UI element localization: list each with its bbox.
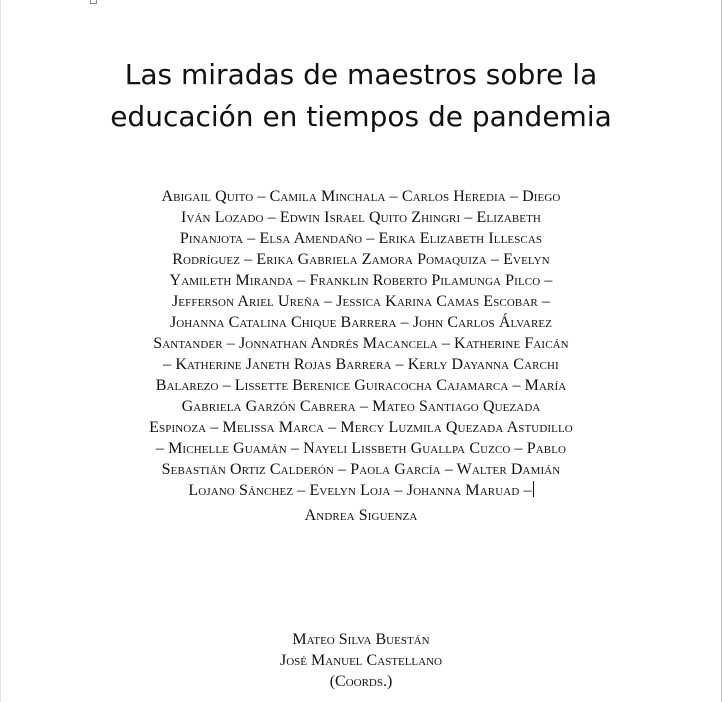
authors-line: Johanna Catalina Chique Barrera – John Carlos Álvarez [169, 314, 553, 331]
coordinator-name: José Manuel Castellano [280, 652, 442, 669]
coordinators-role: (Coords.) [329, 673, 393, 690]
document-title [60, 54, 662, 138]
title-line-1: Las miradas de maestros sobre la [124, 58, 598, 91]
authors-line: Espinoza – Melissa Marca – Mercy Luzmila Quezada Astudillo [149, 419, 573, 436]
text-cursor [533, 481, 534, 497]
authors-line: Iván Lozado – Edwin Israel Quito Zhingri – Elizabeth [181, 209, 541, 226]
page-edge-left [0, 0, 1, 702]
authors-line: Lojano Sánchez – Evelyn Loja – Johanna Maruad – [188, 482, 532, 499]
authors-line: Rodríguez – Erika Gabriela Zamora Pomaquiza – Evelyn [172, 251, 550, 268]
authors-line: Jefferson Ariel Ureña – Jessica Karina Camas Escobar – [171, 293, 550, 310]
authors-line: – Katherine Janeth Rojas Barrera – Kerly Dayanna Carchi [163, 356, 559, 373]
authors-last-line: Andrea Siguenza [304, 507, 418, 524]
title-line-2: educación en tiempos de pandemia [110, 100, 612, 133]
authors-line: Yamileth Miranda – Franklin Roberto Pilamunga Pilco – [169, 272, 553, 289]
authors-line: Pinanjota – Elsa Amendaño – Erika Elizabeth Illescas [179, 230, 543, 247]
text-boundary-corner-mark [90, 0, 97, 4]
authors-line: Gabriela Garzón Cabrera – Mateo Santiago Quezada [181, 398, 541, 415]
coordinators-block [160, 629, 562, 692]
authors-line: Abigail Quito – Camila Minchala – Carlos Heredia – Diego [161, 188, 561, 205]
authors-line: – Michelle Guamán – Nayeli Lissbeth Guallpa Cuzco – Pablo [155, 440, 567, 457]
authors-line: Santander – Jonnathan Andrés Macancela – Katherine Faicán [153, 335, 569, 352]
coordinator-name: Mateo Silva Buestán [292, 631, 430, 648]
authors-line: Sebastián Ortiz Calderón – Paola García – Walter Damián [161, 461, 561, 478]
authors-line-with-cursor[interactable] [96, 480, 626, 501]
authors-line: Balarezo – Lissette Berenice Guiracocha Cajamarca – María [155, 377, 567, 394]
authors-list [96, 186, 626, 526]
